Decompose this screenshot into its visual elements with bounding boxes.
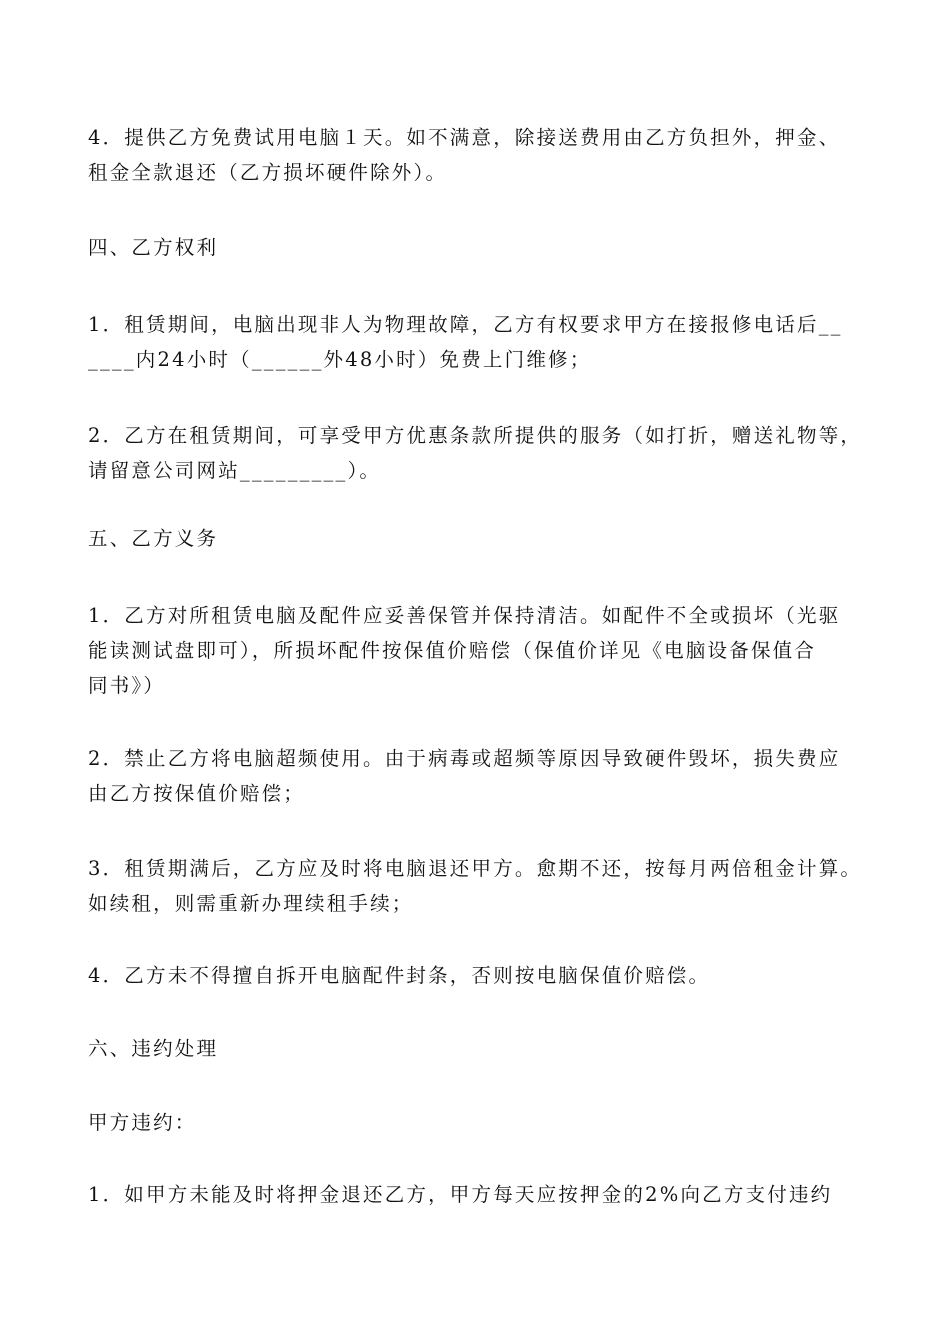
text-line: 2．乙方在租赁期间，可享受甲方优惠条款所提供的服务（如打折，赠送礼物等， — [88, 424, 863, 447]
text-line: 能读测试盘即可），所损坏配件按保值价赔偿（保值价详见《电脑设备保值合 — [88, 639, 817, 662]
text-line: 请留意公司网站_________）。 — [88, 459, 382, 482]
section-heading-breach — [88, 1031, 878, 1066]
text-line: 1．乙方对所租赁电脑及配件应妥善保管并保持清洁。如配件不全或损坏（光驱 — [88, 604, 841, 627]
text-line: 1．如甲方未能及时将押金退还乙方，甲方每天应按押金的2%向乙方支付违约 — [88, 1183, 833, 1206]
paragraph-repair-service — [88, 307, 878, 377]
text-line: 由乙方按保值价赔偿； — [88, 782, 306, 805]
heading-text: 五、乙方义务 — [88, 527, 219, 550]
paragraph-discount-service — [88, 418, 878, 488]
text-line: 3．租赁期满后，乙方应及时将电脑退还甲方。愈期不还，按每月两倍租金计算。 — [88, 857, 863, 880]
text-line: 4．乙方未不得擅自拆开电脑配件封条，否则按电脑保值价赔偿。 — [88, 964, 711, 987]
text-line: 租金全款退还（乙方损坏硬件除外）。 — [88, 161, 448, 184]
text-line: 同书》） — [88, 674, 166, 697]
section-heading-rights — [88, 230, 878, 265]
text-line: 2．禁止乙方将电脑超频使用。由于病毒或超频等原因导致硬件毁坏，损失费应 — [88, 747, 841, 770]
text-line: 1．租赁期间，电脑出现非人为物理故障，乙方有权要求甲方在接报修电话后__ — [88, 313, 843, 336]
paragraph-no-overclocking — [88, 741, 878, 811]
text-line: 甲方违约： — [88, 1111, 197, 1134]
paragraph-deposit-penalty — [88, 1177, 878, 1212]
paragraph-return-on-expiry — [88, 851, 878, 921]
subheading-party-a-breach — [88, 1105, 878, 1140]
paragraph-care-of-equipment — [88, 598, 878, 703]
paragraph-free-trial — [88, 120, 878, 190]
text-line: 如续租，则需重新办理续租手续； — [88, 892, 414, 915]
section-heading-obligations — [88, 521, 878, 556]
heading-text: 六、违约处理 — [88, 1037, 219, 1060]
text-line: 4．提供乙方免费试用电脑１天。如不满意，除接送费用由乙方负担外，押金、 — [88, 126, 841, 149]
heading-text: 四、乙方权利 — [88, 236, 219, 259]
text-line: ____内24小时（______外48小时）免费上门维修； — [88, 348, 592, 371]
paragraph-no-unsealing — [88, 958, 878, 993]
